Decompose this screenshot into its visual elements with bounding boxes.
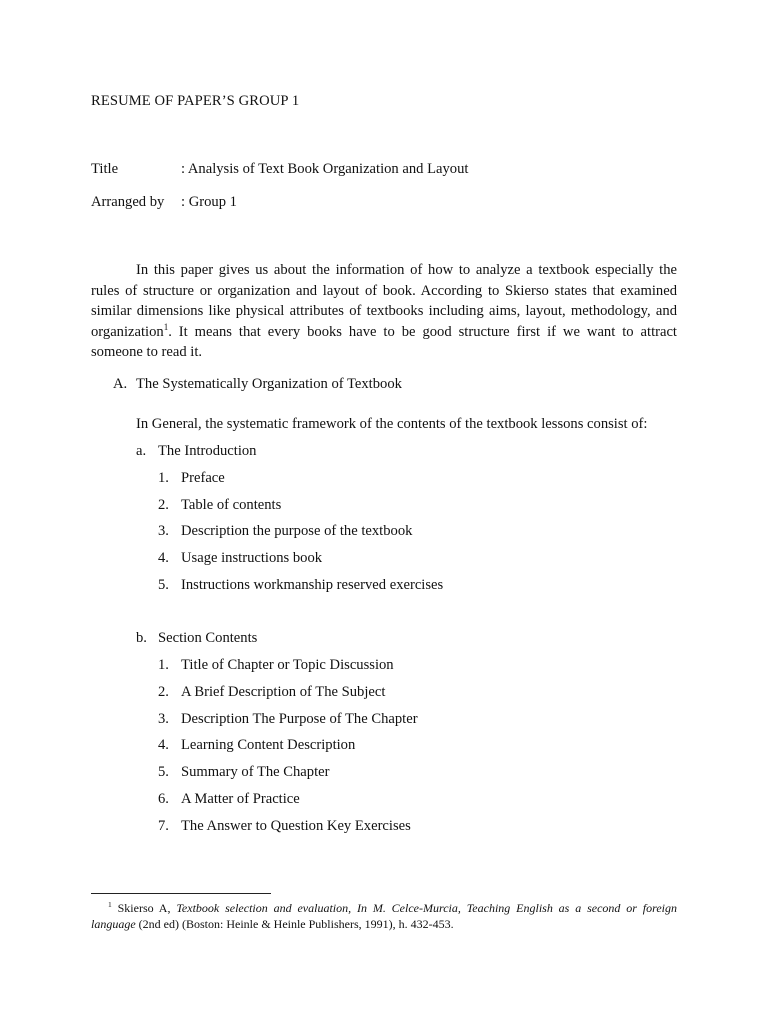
list-item: A Matter of Practice xyxy=(181,791,300,807)
list-item-number: 7. xyxy=(158,818,169,834)
list-item: Preface xyxy=(181,470,225,486)
list-item-number: 5. xyxy=(158,764,169,780)
footnote-line-1 xyxy=(91,900,677,916)
title-value: : Analysis of Text Book Organization and Layout xyxy=(181,161,469,177)
intro-line-1: In this paper gives us about the information of how to analyze a textbook especially the xyxy=(136,262,677,278)
footnote-publication: (2nd ed) (Boston: Heinle & Heinle Publishers, 1991), h. 432-453. xyxy=(135,917,454,931)
list-item: Description The Purpose of The Chapter xyxy=(181,711,418,727)
list-item: Description the purpose of the textbook xyxy=(181,523,413,539)
list-item-number: 4. xyxy=(158,737,169,753)
list-item: Usage instructions book xyxy=(181,550,323,566)
list-item-number: 6. xyxy=(158,791,169,807)
list-item-number: 3. xyxy=(158,523,169,539)
list-item-number: 1. xyxy=(158,470,169,486)
section-a-lead: In General, the systematic framework of the contents of the textbook lessons consist of: xyxy=(136,416,648,432)
footnote-source-title: Textbook selection and evaluation, In M. Celce-Murcia, Teaching English as a second or foreign xyxy=(176,901,677,915)
intro-line-5: someone to read it. xyxy=(91,344,203,361)
section-a-title: The Systematically Organization of Textbook xyxy=(136,376,402,392)
list-item: Summary of The Chapter xyxy=(181,764,330,780)
document-heading: RESUME OF PAPER’S GROUP 1 xyxy=(91,93,300,109)
intro-line-3: similar dimensions like physical attributes of textbooks including aims, layout, methodology, and xyxy=(91,303,677,320)
footnote-source-title-cont: language xyxy=(91,917,136,931)
section-a-marker: A. xyxy=(113,376,128,392)
sub-b-title: Section Contents xyxy=(158,630,258,646)
sub-a-title: The Introduction xyxy=(158,443,257,459)
arranged-by-label: Arranged by xyxy=(91,194,165,210)
list-item: The Answer to Question Key Exercises xyxy=(181,818,411,834)
sub-b-marker: b. xyxy=(136,630,147,646)
list-item: Table of contents xyxy=(181,497,282,513)
list-item: Learning Content Description xyxy=(181,737,356,753)
arranged-by-value: : Group 1 xyxy=(181,194,237,210)
footnote-line-2 xyxy=(91,916,677,932)
list-item: Instructions workmanship reserved exercises xyxy=(181,577,444,593)
title-label: Title xyxy=(91,161,119,177)
list-item-number: 4. xyxy=(158,550,169,566)
intro-line-4-end: . It means that every books have to be good structure first if we want to attract xyxy=(168,323,677,340)
footnote-author: Skierso A, xyxy=(111,901,177,915)
list-item: A Brief Description of The Subject xyxy=(181,684,386,700)
sub-a-marker: a. xyxy=(136,443,147,459)
intro-line-4 xyxy=(91,322,677,343)
footnote-number: 1 xyxy=(108,900,112,909)
list-item-number: 3. xyxy=(158,711,169,727)
intro-line-2: rules of structure or organization and layout of book. According to Skierso states that examined xyxy=(91,282,677,299)
intro-paragraph xyxy=(91,260,677,363)
footnote xyxy=(91,900,677,932)
list-item-number: 5. xyxy=(158,577,169,593)
list-item-number: 2. xyxy=(158,497,169,513)
intro-line-4-start: organization xyxy=(91,323,164,340)
list-item: Title of Chapter or Topic Discussion xyxy=(181,657,394,673)
footnote-separator xyxy=(91,893,271,894)
list-item-number: 1. xyxy=(158,657,169,673)
list-item-number: 2. xyxy=(158,684,169,700)
footnote-ref[interactable]: 1 xyxy=(163,321,169,332)
